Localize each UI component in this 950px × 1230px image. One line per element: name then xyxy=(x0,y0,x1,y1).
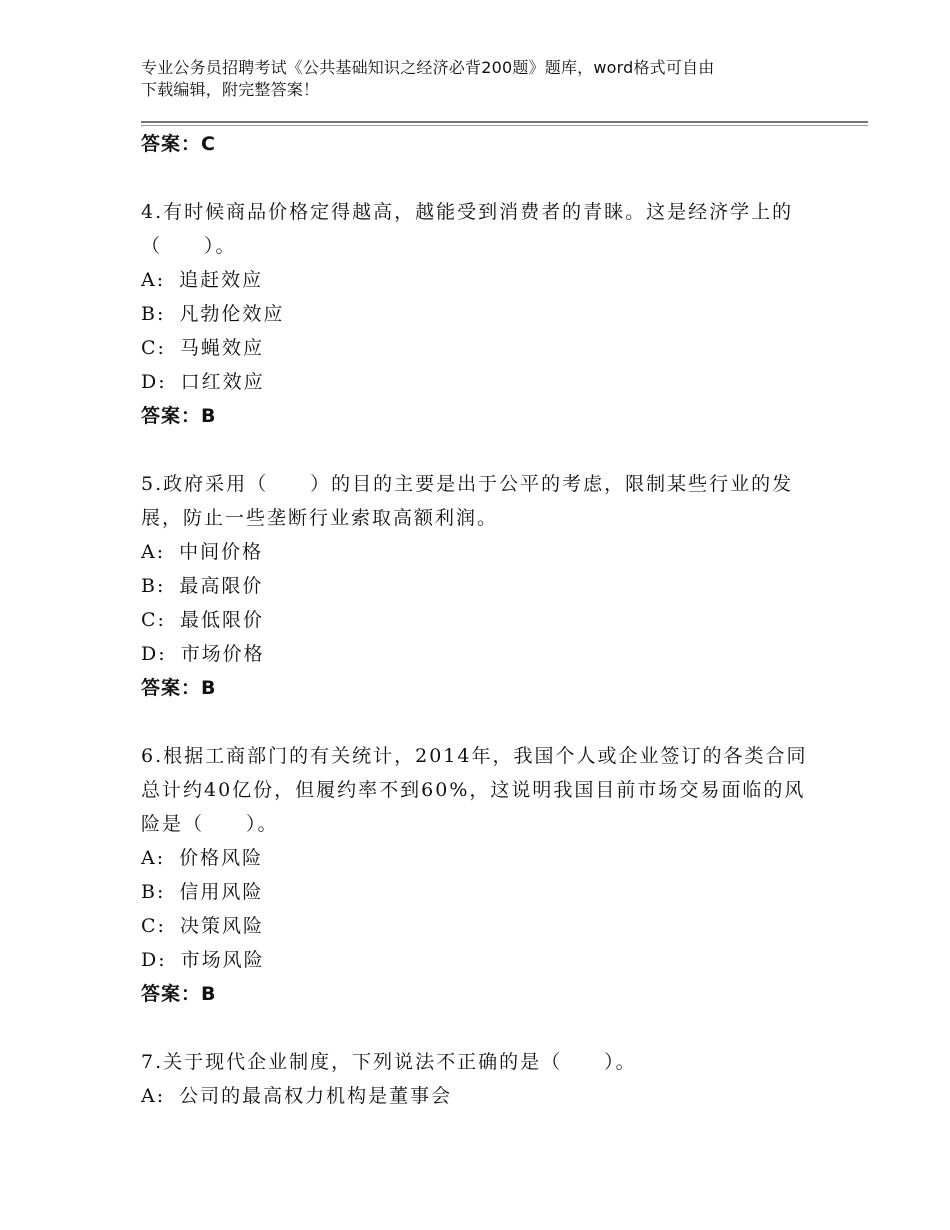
option-text: 凡勃伦效应 xyxy=(179,303,285,325)
option-text: 口红效应 xyxy=(180,371,265,393)
answer-line: 答案：C xyxy=(141,133,216,155)
option-d xyxy=(141,637,811,671)
answer-line: 答案：B xyxy=(141,983,217,1005)
option-b xyxy=(141,875,811,909)
option-d xyxy=(141,365,811,399)
option-key: A: xyxy=(141,541,166,563)
option-a xyxy=(141,263,811,297)
option-key: D: xyxy=(141,949,167,971)
option-key: C: xyxy=(141,337,166,359)
option-d xyxy=(141,943,811,977)
option-key: A: xyxy=(141,1085,166,1107)
header-divider-thick xyxy=(141,121,868,123)
question-7 xyxy=(141,1045,811,1113)
option-a xyxy=(141,535,811,569)
question-4 xyxy=(141,195,811,433)
option-c xyxy=(141,331,811,365)
answer-line: 答案：B xyxy=(141,405,217,427)
question-6 xyxy=(141,739,811,1011)
option-text: 市场风险 xyxy=(180,949,265,971)
header-line-2: 下载编辑，附完整答案！ xyxy=(141,80,320,99)
question-5 xyxy=(141,467,811,705)
option-key: B: xyxy=(141,575,166,597)
option-c xyxy=(141,909,811,943)
option-b xyxy=(141,569,811,603)
option-text: 决策风险 xyxy=(179,915,264,937)
option-key: B: xyxy=(141,881,166,903)
option-text: 最低限价 xyxy=(179,609,264,631)
option-key: A: xyxy=(141,269,166,291)
option-key: C: xyxy=(141,609,166,631)
option-key: D: xyxy=(141,371,167,393)
question-text: 6.根据工商部门的有关统计，2014年，我国个人或企业签订的各类合同总计约40亿份，但履约率不到60%，这说明我国目前市场交易面临的风险是（ ）。 xyxy=(141,745,808,835)
question-text: 4.有时候商品价格定得越高，越能受到消费者的青睐。这是经济学上的（ ）。 xyxy=(141,201,794,257)
option-text: 价格风险 xyxy=(179,847,264,869)
header-line-1: 专业公务员招聘考试《公共基础知识之经济必背200题》题库，word格式可自由 xyxy=(141,58,715,77)
option-a xyxy=(141,841,811,875)
option-c xyxy=(141,603,811,637)
option-text: 追赶效应 xyxy=(179,269,264,291)
option-key: C: xyxy=(141,915,166,937)
option-text: 公司的最高权力机构是董事会 xyxy=(179,1085,453,1107)
header-divider-thin xyxy=(141,125,868,126)
answer-line: 答案：B xyxy=(141,677,217,699)
option-text: 信用风险 xyxy=(179,881,264,903)
question-text: 5.政府采用（ ）的目的主要是出于公平的考虑，限制某些行业的发展，防止一些垄断行业索取高额利润。 xyxy=(141,473,794,529)
option-text: 马蝇效应 xyxy=(179,337,264,359)
option-a xyxy=(141,1079,811,1113)
option-text: 市场价格 xyxy=(180,643,265,665)
document-body xyxy=(141,127,811,1113)
option-key: A: xyxy=(141,847,166,869)
document-header xyxy=(141,57,841,101)
option-key: B: xyxy=(141,303,166,325)
option-key: D: xyxy=(141,643,167,665)
option-text: 最高限价 xyxy=(179,575,264,597)
option-text: 中间价格 xyxy=(179,541,264,563)
option-b xyxy=(141,297,811,331)
question-text: 7.关于现代企业制度，下列说法不正确的是（ ）。 xyxy=(141,1051,637,1073)
